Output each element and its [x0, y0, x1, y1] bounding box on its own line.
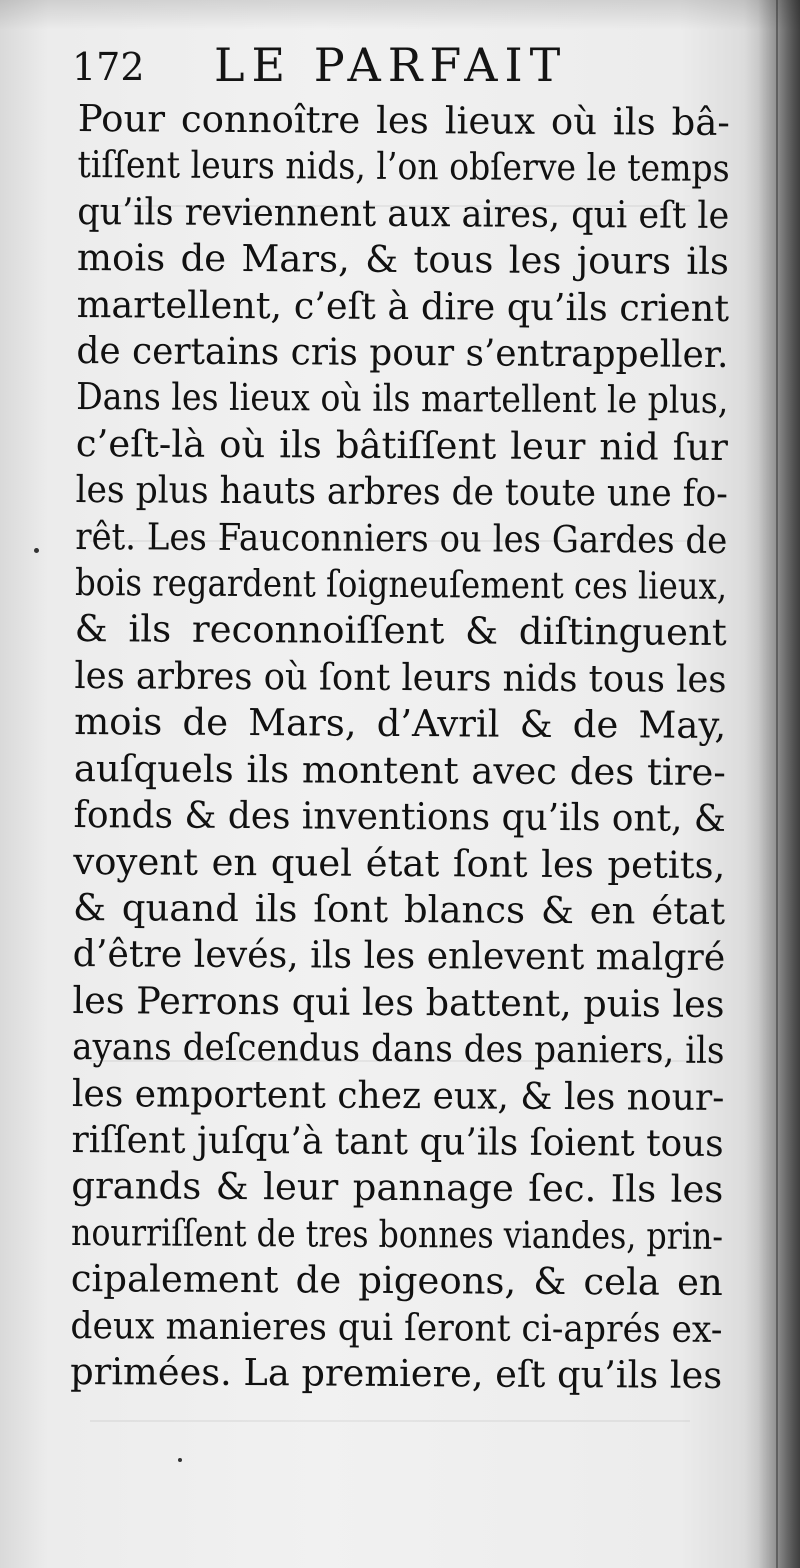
text-line: c’eſt-là où ils bâtiſſent leur nid ſur — [75, 421, 728, 469]
text-line: & quand ils ſont blancs & en état — [72, 885, 726, 933]
text-line: auſquels ils montent avec des tire- — [73, 746, 727, 794]
text-line: nourriſſent de tres bonnes viandes, prin- — [70, 1210, 724, 1258]
text-line: mois de Mars, d’Avril & de May, — [74, 700, 727, 748]
ink-speck — [34, 548, 39, 553]
text-line: tiſſent leurs nids, l’on obſerve le temps — [77, 143, 730, 191]
text-line: de certains cris pour s’entrappeller. — [76, 329, 729, 377]
text-line: primées. La premiere, eſt qu’ils les — [70, 1349, 723, 1397]
text-line: cipalement de pigeons, & cela en — [70, 1257, 723, 1305]
text-line: les Perrons qui les battent, puis les — [72, 978, 725, 1026]
text-line: les plus hauts arbres de toute une fo- — [75, 468, 728, 516]
text-line: riſſent juſqu’à tant qu’ils ſoient tous — [71, 1117, 724, 1165]
body-text — [70, 96, 738, 1399]
text-line: martellent, c’eſt à dire qu’ils crient — [76, 282, 730, 330]
top-shadow — [0, 0, 800, 30]
text-line: fonds & des inventions qu’ils ont, & — [73, 793, 726, 841]
text-line: rêt. Les Fauconniers ou les Gardes de — [75, 514, 728, 562]
text-line: Pour connoître les lieux où ils bâ- — [77, 96, 730, 144]
page-edge-line — [776, 0, 778, 1568]
page-number: 172 — [72, 45, 145, 89]
text-line: mois de Mars, & tous les jours ils — [76, 236, 730, 284]
page-header — [72, 40, 632, 96]
page-edge-shadow — [758, 0, 800, 1568]
text-line: deux manieres qui ſeront ci-aprés ex- — [70, 1303, 723, 1351]
text-line: Dans les lieux où ils martellent le plus, — [76, 375, 729, 423]
text-line: d’être levés, ils les enlevent malgré — [72, 932, 726, 980]
text-line: qu’ils reviennent aux aires, qui eſt le — [77, 189, 730, 237]
show-through-mark — [90, 1420, 690, 1422]
running-head: LE PARFAIT — [214, 38, 568, 92]
text-line: & ils reconnoiſſent & diſtinguent — [74, 607, 727, 655]
text-line: bois regardent ſoigneuſement ces lieux, — [74, 561, 728, 609]
text-line: voyent en quel état ſont les petits, — [73, 839, 726, 887]
ink-speck — [178, 1458, 182, 1462]
text-line: grands & leur pannage ſec. Ils les — [71, 1164, 724, 1212]
text-line: les arbres où ſont leurs nids tous les — [74, 653, 727, 701]
text-line: ayans deſcendus dans des paniers, ils — [72, 1025, 725, 1073]
text-line: les emportent chez eux, & les nour- — [71, 1071, 725, 1119]
